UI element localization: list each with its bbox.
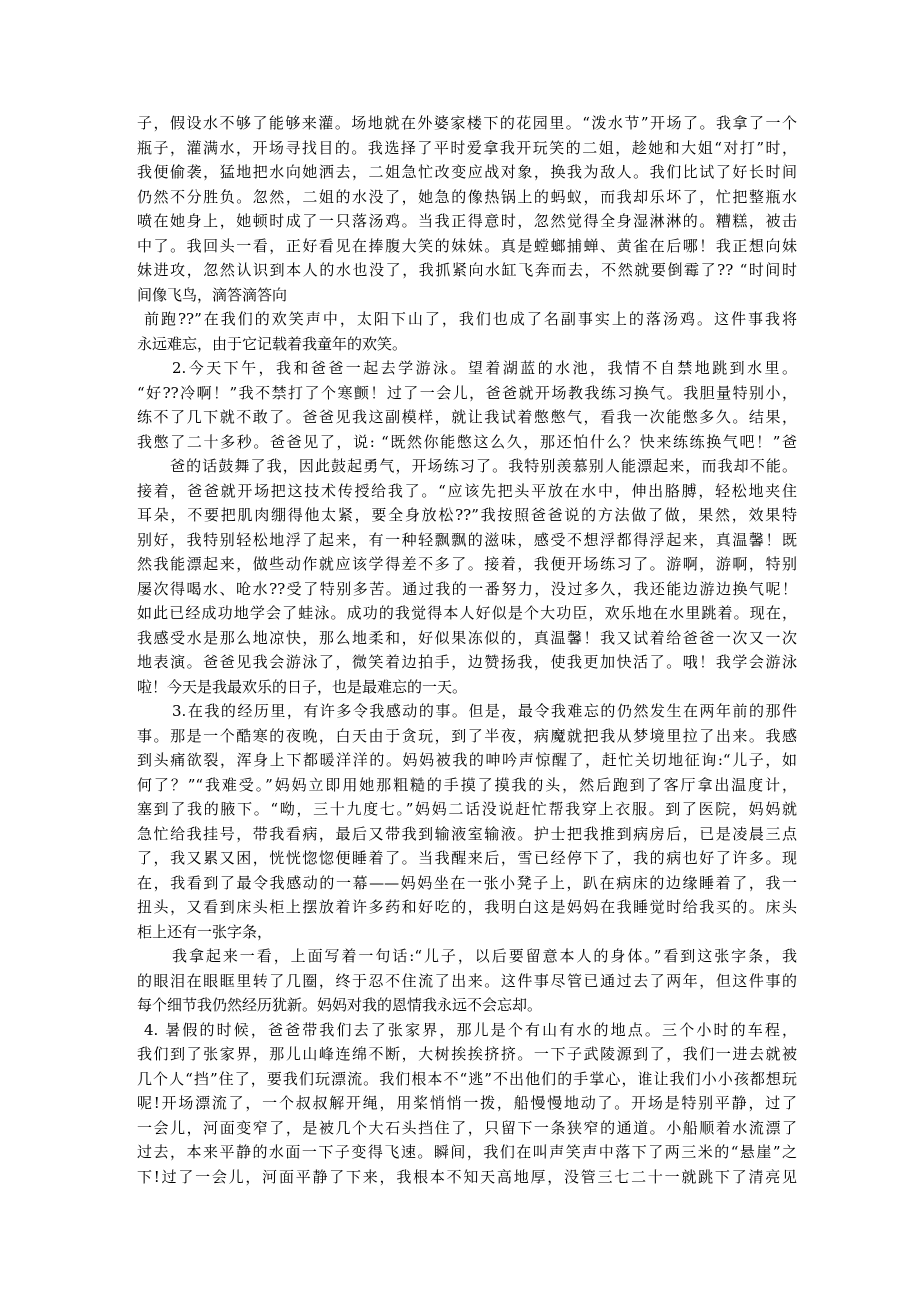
text-line: 练不了几下就不敢了。爸爸见我这副模样，就让我试着憋憋气，看我一次能憋多久。结果， [137,408,797,426]
text-line: 接着，爸爸就开场把这技术传授给我了。“应该先把头平放在水中，伸出胳膊，轻松地夹住 [137,481,797,500]
text-line: 的眼泪在眼眶里转了几圈，终于忍不住流了出来。这件事尽管已通过去了两年，但这件事的 [137,971,797,990]
text-line: 永远难忘，由于它记载着我童年的欢笑。 [137,334,408,353]
text-line: 急忙给我挂号，带我看病，最后又带我到输液室输液。护士把我推到病房后，已是凌晨三点 [137,824,797,843]
text-line: 几个人“挡”住了，要我们玩漂流。我们根本不“逃”不出他们的手掌心，谁让我们小小孩都想玩 [137,1069,797,1088]
text-line: 我们到了张家界，那儿山峰连绵不断，大树挨挨挤挤。一下子武陵源到了，我们一进去就被 [137,1045,797,1063]
text-line: 柜上还有一张字条， [137,922,273,941]
text-line: 前跑??”在我们的欢笑声中，太阳下山了，我们也成了名副事实上的落汤鸡。这件事我将 [144,310,797,328]
text-line: 屡次得喝水、呛水??受了特别多苦。通过我的一番努力，没过多久，我还能边游边换气呢！ [137,579,797,598]
text-line: 塞到了我的腋下。“呦，三十九度七。”妈妈二话没说赶忙帮我穿上衣服。到了医院，妈妈就 [137,800,797,818]
text-line: “好??冷啊！”我不禁打了个寒颤！过了一会儿，爸爸就开场教我练习换气。我胆量特别小， [137,383,797,402]
text-line: 仍然不分胜负。忽然，二姐的水没了，她急的像热锅上的蚂蚁，而我却乐坏了，忙把整瓶水 [137,187,797,206]
text-line: 到头痛欲裂，浑身上下都暖洋洋的。妈妈被我的呻吟声惊醒了，赶忙关切地征询:“儿子，如 [137,751,797,769]
text-line: 地表演。爸爸见我会游泳了，微笑着边拍手，边赞扬我，使我更加快活了。哦！我学会游泳 [137,653,797,671]
text-line: 在，我看到了最令我感动的一幕——妈妈坐在一张小凳子上，趴在病床的边缘睡着了，我一 [137,873,797,892]
text-line: 了，我又累又困，恍恍惚惚便睡着了。当我醒来后，雪已经停下了，我的病也好了许多。现 [137,849,797,867]
text-line: 过去，本来平静的水面一下子变得飞速。瞬间，我们在叫声笑声中落下了两三米的“悬崖”之 [137,1143,797,1161]
text-line: 爸的话鼓舞了我，因此鼓起勇气，开场练习了。我特别羡慕别人能漂起来，而我却不能。 [170,457,797,475]
text-line: 瓶子，灌满水，开场寻找目的。我选择了平时爱拿我开玩笑的二姐，趁她和大姐“对打”时， [137,138,797,157]
text-line: 我拿起来一看，上面写着一句话:“儿子，以后要留意本人的身体。”看到这张字条，我 [172,947,797,965]
text-line: 一会儿，河面变窄了，是被几个大石头挡住了，只留下一条狭窄的通道。小船顺着水流漂了 [137,1118,797,1137]
paragraph-start-2: 2.今天下午，我和爸爸一起去学游泳。望着湖蓝的水池，我情不自禁地跳到水里。 [172,359,797,377]
text-line: 子，假设水不够了能够来灌。场地就在外婆家楼下的花园里。“泼水节”开场了。我拿了一个 [137,114,797,132]
text-line: 别好，我特别轻松地浮了起来，有一种轻飘飘的滋味，感受不想浮都得浮起来，真温馨！既 [137,530,797,549]
text-line: 然我能漂起来，做些动作就应该学得差不多了。接着，我便开场练习了。游啊，游啊，特别 [137,555,797,573]
text-line: 妹进攻，忽然认识到本人的水也没了，我抓紧向水缸飞奔而去，不然就要倒霉了?? “时间时 [137,261,797,279]
text-line: 我感受水是那么地凉快，那么地柔和，好似果冻似的，真温馨！我又试着给爸爸一次又一次 [137,628,797,647]
paragraph-start-4: 4. 暑假的时候，爸爸带我们去了张家界，那儿是个有山有水的地点。三个小时的车程， [144,1020,797,1039]
text-line: 如此已经成功地学会了蛙泳。成功的我觉得本人好似是个大功臣，欢乐地在水里跳着。现在， [137,604,797,622]
text-line: 事。那是一个酷寒的夜晚，白天由于贪玩，到了半夜，病魔就把我从梦境里拉了出来。我感 [137,726,797,745]
paragraph-start-3: 3.在我的经历里，有许多令我感动的事。但是，最令我难忘的仍然发生在两年前的那件 [172,702,797,720]
text-line: 啦！今天是我最欢乐的日子，也是最难忘的一天。 [137,677,468,696]
text-line: 呢!开场漂流了，一个叔叔解开绳，用桨悄悄一拨，船慢慢地动了。开场是特别平静，过了 [137,1094,797,1112]
text-line: 耳朵，不要把肌肉绷得他太紧，要全身放松??”我按照爸爸说的方法做了做，果然，效果特 [137,506,797,524]
text-line: 每个细节我仍然经历犹新。妈妈对我的恩情我永远不会忘却。 [137,996,543,1014]
text-line: 何了？”“我难受。”妈妈立即用她那粗糙的手摸了摸我的头，然后跑到了客厅拿出温度计， [137,775,797,794]
text-line: 我憋了二十多秒。爸爸见了，说: “既然你能憋这么久，那还怕什么？快来练练换气吧！”爸 [137,432,797,451]
text-line: 中了。我回头一看，正好看见在捧腹大笑的妹妹。真是螳螂捕蝉、黄雀在后哪！我正想向妹 [137,236,797,255]
text-line: 下!过了一会儿，河面平静了下来，我根本不知天高地厚，没管三七二十一就跳下了清亮见 [137,1167,797,1186]
text-line: 扭头，又看到床头柜上摆放着许多药和好吃的，我明白这是妈妈在我睡觉时给我买的。床头 [137,898,797,916]
body-text [137,111,797,1189]
text-line: 喷在她身上，她顿时成了一只落汤鸡。当我正得意时，忽然觉得全身湿淋淋的。糟糕，被击 [137,212,797,230]
text-line: 间像飞鸟，滴答滴答向 [137,285,288,304]
text-line: 我便偷袭，猛地把水向她洒去，二姐急忙改变应战对象，换我为敌人。我们比试了好长时间 [137,163,797,181]
